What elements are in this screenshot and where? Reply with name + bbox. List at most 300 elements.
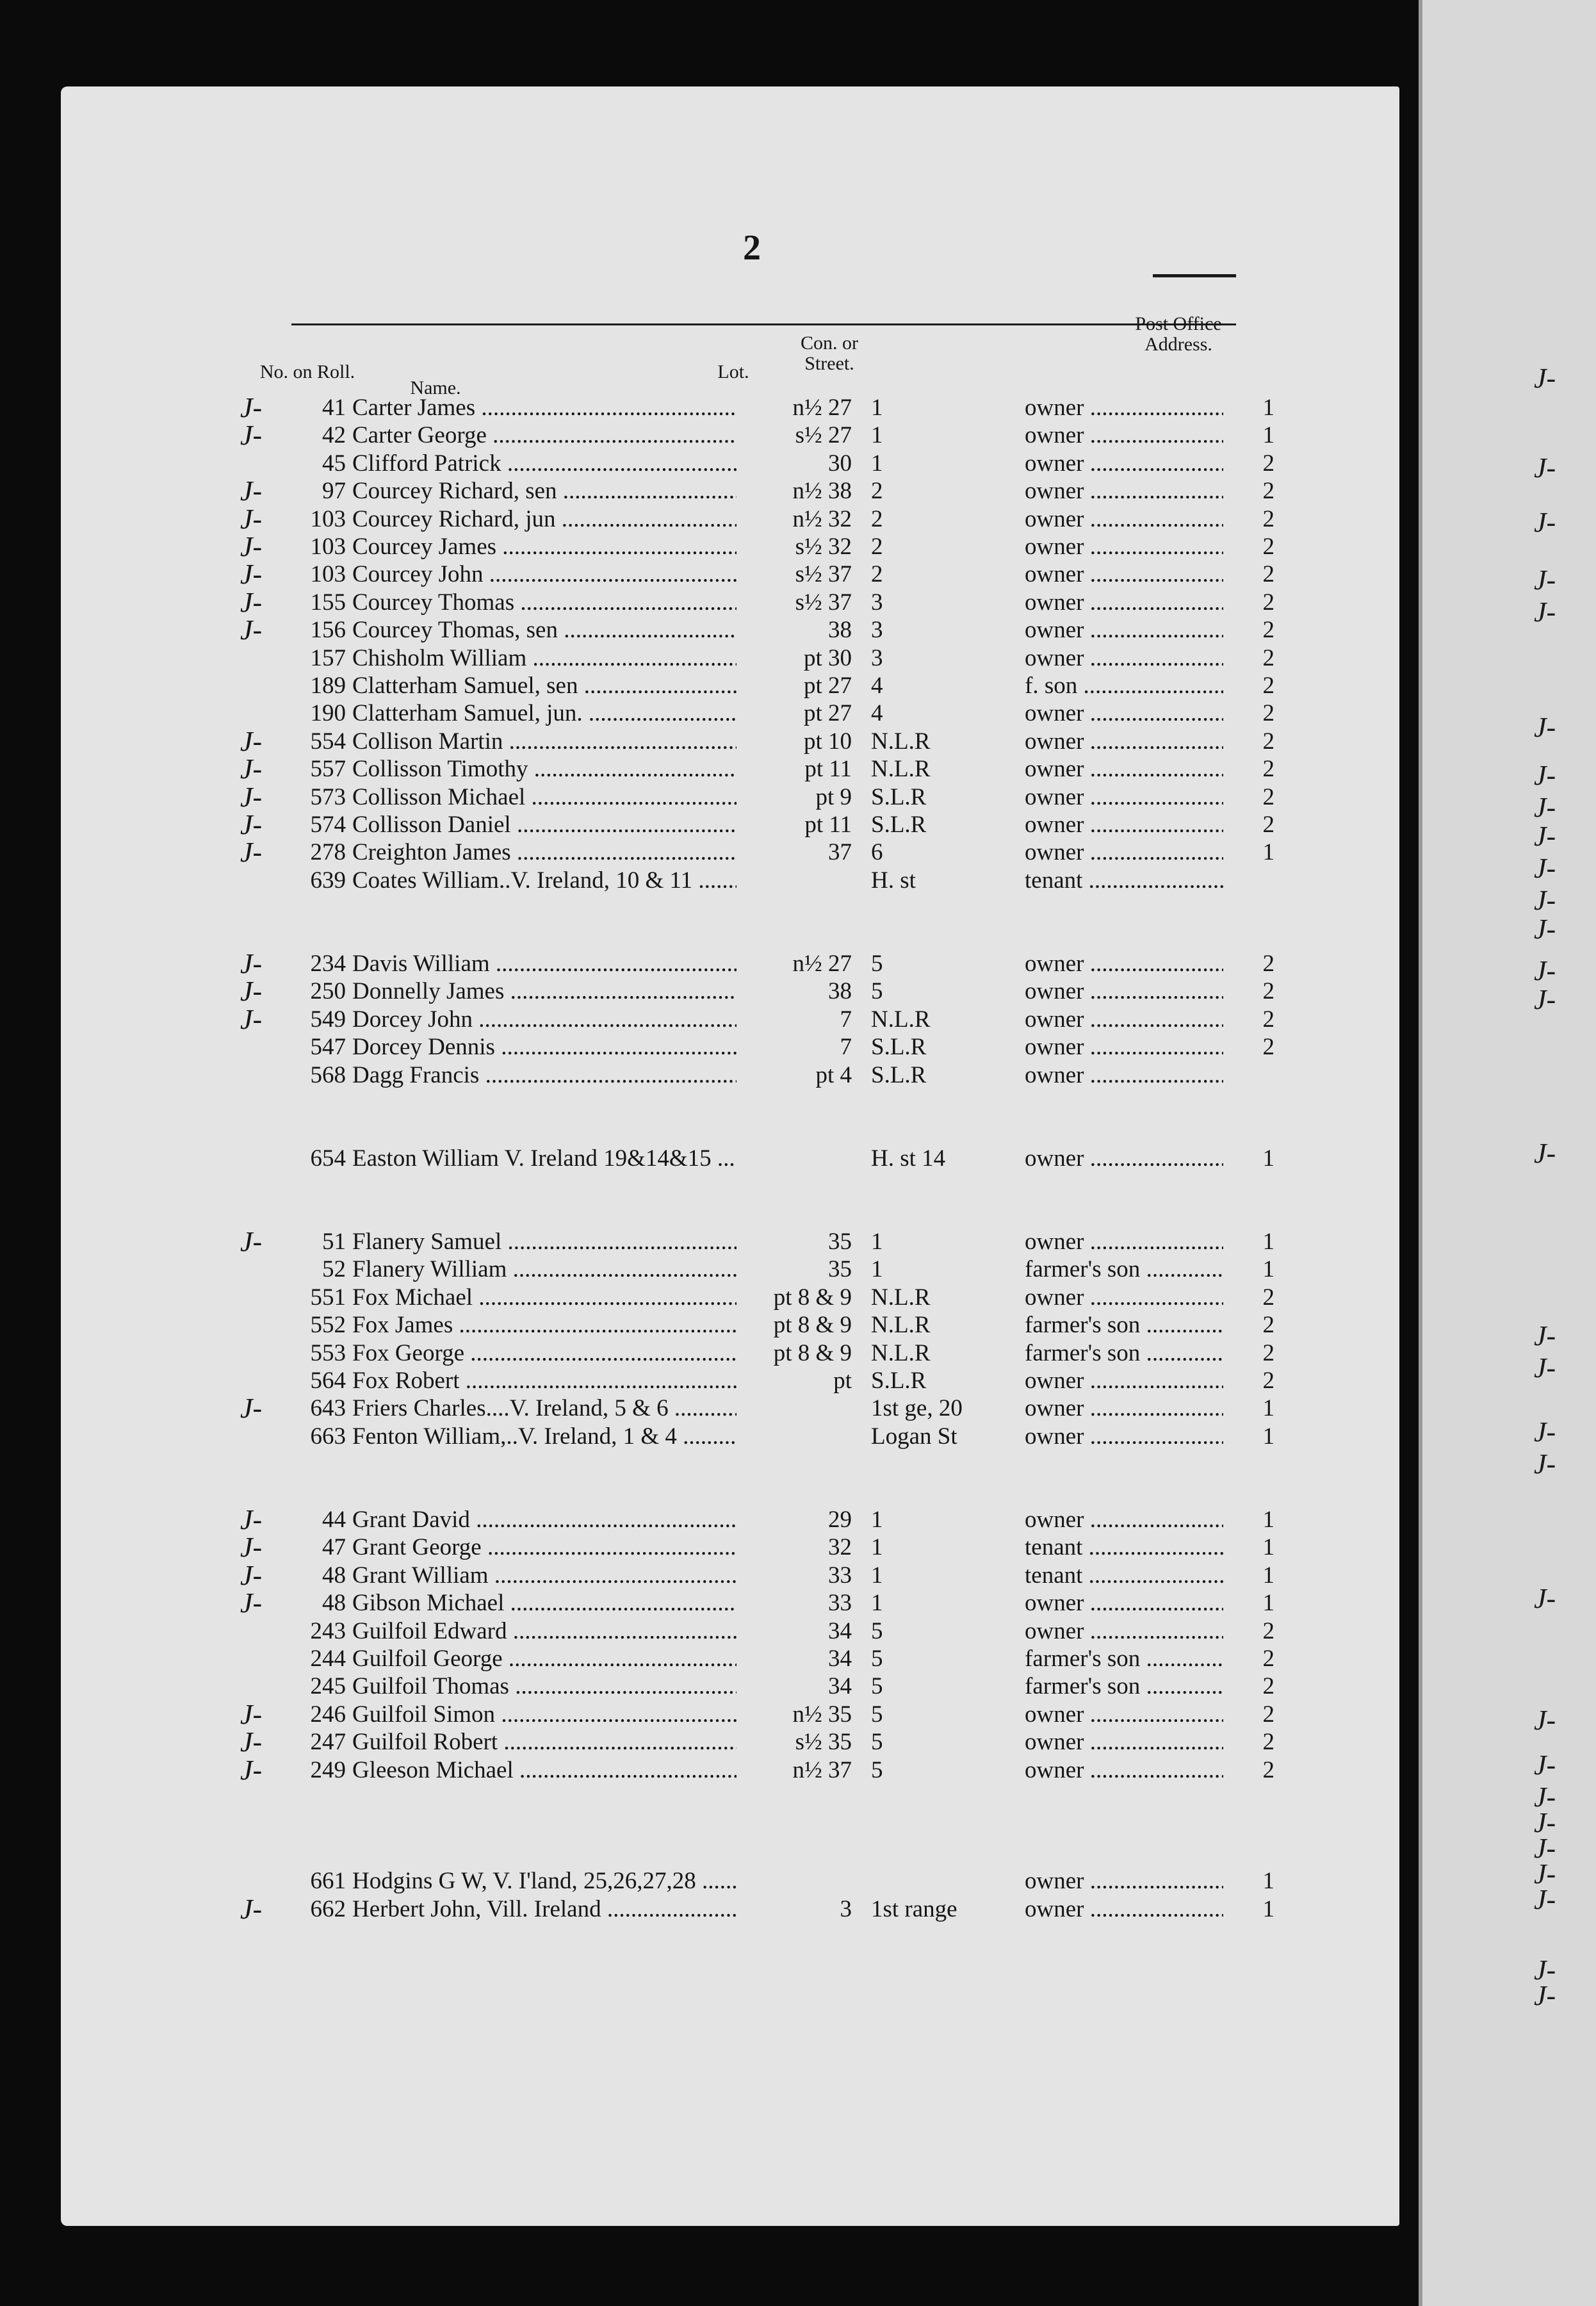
roll-number: 551 xyxy=(310,1284,346,1311)
margin-mark: J- xyxy=(1534,821,1556,852)
header-post-office: Post Office Address. xyxy=(1135,313,1222,355)
concession: 1st ge, 20 xyxy=(871,1395,963,1421)
status: owner ..... xyxy=(1025,477,1223,505)
concession: H. st xyxy=(871,867,916,894)
margin-mark: J- xyxy=(1534,452,1556,484)
check-mark: J- xyxy=(240,1393,263,1424)
table-row xyxy=(0,672,1319,700)
concession: 5 xyxy=(871,1618,883,1644)
concession: 4 xyxy=(871,673,883,699)
lot: pt 9 xyxy=(815,784,852,810)
voter-name: Dorcey Dennis ..... xyxy=(352,1033,737,1061)
status: owner ..... xyxy=(1025,699,1223,728)
check-mark: J- xyxy=(240,1226,263,1257)
lot: 38 xyxy=(828,617,852,643)
roll-number: 42 xyxy=(322,422,346,448)
voter-name: Creighton James ..... xyxy=(352,838,737,867)
post-office: 2 xyxy=(1262,673,1274,699)
margin-mark: J- xyxy=(1534,1416,1556,1448)
status: farmer's son ..... xyxy=(1025,1255,1223,1284)
check-mark: J- xyxy=(240,531,263,562)
roll-number: 155 xyxy=(310,589,346,616)
post-office: 2 xyxy=(1262,756,1274,782)
margin-mark: J- xyxy=(1534,760,1556,791)
status: owner ..... xyxy=(1025,950,1223,978)
roll-number: 52 xyxy=(322,1256,346,1282)
post-office: 1 xyxy=(1262,1229,1274,1255)
margin-mark: J- xyxy=(1534,1320,1556,1352)
check-mark: J- xyxy=(240,1699,263,1730)
roll-number: 554 xyxy=(310,728,346,755)
voter-name: Guilfoil Thomas ..... xyxy=(352,1672,737,1701)
voter-name: Grant David ..... xyxy=(352,1506,737,1534)
post-office: 2 xyxy=(1262,1340,1274,1366)
post-office: 2 xyxy=(1262,1034,1274,1060)
voter-name: Courcey John ..... xyxy=(352,560,737,589)
check-mark: J- xyxy=(240,837,263,868)
roll-number: 97 xyxy=(322,478,346,504)
check-mark: J- xyxy=(240,976,263,1007)
post-office: 1 xyxy=(1262,1256,1274,1282)
roll-number: 662 xyxy=(310,1896,346,1922)
margin-mark: J- xyxy=(1534,1884,1556,1915)
concession: N.L.R xyxy=(871,728,931,755)
voter-name: Chisholm William ..... xyxy=(352,644,737,673)
voter-name: Clifford Patrick ..... xyxy=(352,450,737,478)
lot: pt 11 xyxy=(804,812,852,838)
status: owner ..... xyxy=(1025,560,1223,589)
check-mark: J- xyxy=(240,475,263,507)
voter-name: Carter George ..... xyxy=(352,421,737,450)
status: tenant ..... xyxy=(1025,867,1223,895)
concession: 6 xyxy=(871,839,883,865)
table-row xyxy=(0,755,1319,783)
concession: 5 xyxy=(871,1673,883,1699)
lot: pt 10 xyxy=(803,728,852,755)
lot: n½ 27 xyxy=(792,395,852,421)
voter-name: Guilfoil Simon ..... xyxy=(352,1701,737,1729)
voter-name: Donnelly James ..... xyxy=(352,977,737,1006)
voter-name: Fox Robert ..... xyxy=(352,1367,737,1395)
check-mark: J- xyxy=(240,1560,263,1591)
concession: N.L.R xyxy=(871,756,931,782)
voter-name: Fenton William,..V. Ireland, 1 & 4 ..... xyxy=(352,1423,737,1451)
table-row xyxy=(0,421,1319,450)
table-row xyxy=(0,616,1319,644)
margin-mark: J- xyxy=(1534,1138,1556,1169)
post-office: 2 xyxy=(1262,534,1274,560)
concession: 5 xyxy=(871,978,883,1004)
table-row xyxy=(0,1701,1319,1729)
post-office: 2 xyxy=(1262,589,1274,616)
voter-name: Courcey James ..... xyxy=(352,533,737,561)
check-mark: J- xyxy=(240,948,263,979)
voter-name: Courcey Thomas, sen ..... xyxy=(352,616,737,644)
roll-number: 244 xyxy=(310,1646,346,1672)
post-office: 1 xyxy=(1262,839,1274,865)
post-office: 2 xyxy=(1262,561,1274,587)
header-rule xyxy=(291,323,1236,325)
status: owner ..... xyxy=(1025,1228,1223,1256)
status: owner ..... xyxy=(1025,977,1223,1006)
table-row xyxy=(0,1533,1319,1562)
concession: N.L.R xyxy=(871,1312,931,1338)
roll-number: 643 xyxy=(310,1395,346,1421)
roll-number: 564 xyxy=(310,1368,346,1394)
lot: 7 xyxy=(840,1006,852,1033)
voter-name: Courcey Thomas ..... xyxy=(352,589,737,617)
status: farmer's son ..... xyxy=(1025,1672,1223,1701)
concession: 5 xyxy=(871,1701,883,1728)
roll-number: 103 xyxy=(310,561,346,587)
voter-name: Gibson Michael ..... xyxy=(352,1589,737,1617)
lot: 34 xyxy=(828,1646,852,1672)
margin-mark: J- xyxy=(1534,853,1556,884)
check-mark: J- xyxy=(240,726,263,757)
roll-number: 103 xyxy=(310,534,346,560)
post-office: 2 xyxy=(1262,1646,1274,1672)
lot: pt 11 xyxy=(804,756,852,782)
roll-number: 156 xyxy=(310,617,346,643)
concession: 1st range xyxy=(871,1896,957,1922)
margin-mark: J- xyxy=(1534,792,1556,823)
table-row xyxy=(0,1645,1319,1673)
post-office: 2 xyxy=(1262,784,1274,810)
lot: 3 xyxy=(840,1896,852,1922)
check-mark: J- xyxy=(240,1587,263,1619)
status: owner ..... xyxy=(1025,1756,1223,1785)
check-mark: J- xyxy=(240,1754,263,1786)
status: owner ..... xyxy=(1025,1589,1223,1617)
table-row xyxy=(0,783,1319,812)
lot: 34 xyxy=(828,1673,852,1699)
table-row xyxy=(0,1617,1319,1646)
status: owner ..... xyxy=(1025,1617,1223,1646)
margin-mark: J- xyxy=(1534,955,1556,986)
lot: pt 27 xyxy=(803,700,852,726)
concession: 1 xyxy=(871,1256,883,1282)
voter-name: Courcey Richard, jun ..... xyxy=(352,505,737,534)
roll-number: 243 xyxy=(310,1618,346,1644)
page-number: 2 xyxy=(743,228,761,268)
roll-number: 249 xyxy=(310,1757,346,1783)
status: owner ..... xyxy=(1025,644,1223,673)
post-office: 2 xyxy=(1262,1006,1274,1033)
margin-mark: J- xyxy=(1534,1448,1556,1480)
post-office: 1 xyxy=(1262,1507,1274,1533)
post-office: 2 xyxy=(1262,1368,1274,1394)
voter-name: Friers Charles....V. Ireland, 5 & 6 ..... xyxy=(352,1394,737,1423)
voter-name: Clatterham Samuel, sen ..... xyxy=(352,672,737,700)
voter-name: Collisson Timothy ..... xyxy=(352,755,737,783)
roll-number: 247 xyxy=(310,1729,346,1755)
roll-number: 51 xyxy=(322,1229,346,1255)
roll-number: 44 xyxy=(322,1507,346,1533)
concession: 1 xyxy=(871,395,883,421)
post-office: 2 xyxy=(1262,951,1274,977)
check-mark: J- xyxy=(240,420,263,451)
margin-mark: J- xyxy=(1534,984,1556,1015)
post-office: 2 xyxy=(1262,1673,1274,1699)
concession: H. st 14 xyxy=(871,1145,946,1172)
concession: 4 xyxy=(871,700,883,726)
status: owner ..... xyxy=(1025,1423,1223,1451)
roll-number: 41 xyxy=(322,395,346,421)
margin-mark: J- xyxy=(1534,885,1556,916)
post-office: 1 xyxy=(1262,1562,1274,1589)
concession: S.L.R xyxy=(871,784,927,810)
voter-name: Dorcey John ..... xyxy=(352,1006,737,1034)
voter-name: Collison Martin ..... xyxy=(352,728,737,756)
concession: 2 xyxy=(871,534,883,560)
post-office: 2 xyxy=(1262,478,1274,504)
roll-number: 48 xyxy=(322,1562,346,1589)
roll-number: 557 xyxy=(310,756,346,782)
roll-number: 568 xyxy=(310,1062,346,1088)
voter-name: Herbert John, Vill. Ireland ..... xyxy=(352,1895,737,1924)
post-office: 2 xyxy=(1262,450,1274,477)
roll-number: 552 xyxy=(310,1312,346,1338)
voter-name: Flanery William ..... xyxy=(352,1255,737,1284)
table-row xyxy=(0,838,1319,867)
header-rule-accent xyxy=(1153,274,1236,277)
table-row xyxy=(0,811,1319,839)
concession: 3 xyxy=(871,645,883,671)
status: farmer's son ..... xyxy=(1025,1311,1223,1339)
status: owner ..... xyxy=(1025,1367,1223,1395)
table-row xyxy=(0,1006,1319,1034)
voter-name: Collisson Michael ..... xyxy=(352,783,737,812)
header-name: Name. xyxy=(410,377,461,398)
status: owner ..... xyxy=(1025,394,1223,422)
concession: 5 xyxy=(871,951,883,977)
table-row xyxy=(0,589,1319,617)
concession: S.L.R xyxy=(871,812,927,838)
lot: n½ 37 xyxy=(792,1757,852,1783)
lot: s½ 37 xyxy=(795,589,852,616)
check-mark: J- xyxy=(240,1532,263,1563)
post-office: 1 xyxy=(1262,1896,1274,1922)
post-office: 2 xyxy=(1262,1701,1274,1728)
table-row xyxy=(0,1589,1319,1617)
post-office: 1 xyxy=(1262,1423,1274,1450)
roll-number: 234 xyxy=(310,951,346,977)
lot: pt xyxy=(833,1368,852,1394)
table-row xyxy=(0,699,1319,728)
lot: n½ 35 xyxy=(792,1701,852,1728)
post-office: 2 xyxy=(1262,728,1274,755)
voter-name: Dagg Francis ..... xyxy=(352,1061,737,1090)
status: owner ..... xyxy=(1025,1061,1223,1090)
post-office: 2 xyxy=(1262,1312,1274,1338)
concession: S.L.R xyxy=(871,1034,927,1060)
check-mark: J- xyxy=(240,1504,263,1535)
header-no-on-roll: No. on Roll. xyxy=(259,361,355,382)
concession: Logan St xyxy=(871,1423,957,1450)
post-office: 2 xyxy=(1262,1618,1274,1644)
voter-name: Flanery Samuel ..... xyxy=(352,1228,737,1256)
voter-name: Grant George ..... xyxy=(352,1533,737,1562)
post-office: 1 xyxy=(1262,1868,1274,1894)
concession: 1 xyxy=(871,1507,883,1533)
concession: 1 xyxy=(871,1562,883,1589)
table-row xyxy=(0,950,1319,978)
voter-name: Guilfoil George ..... xyxy=(352,1645,737,1673)
roll-number: 190 xyxy=(310,700,346,726)
table-row xyxy=(0,1756,1319,1785)
lot: n½ 27 xyxy=(792,951,852,977)
lot: 37 xyxy=(828,839,852,865)
post-office: 2 xyxy=(1262,978,1274,1004)
table-row xyxy=(0,1895,1319,1924)
table-row xyxy=(0,560,1319,589)
roll-number: 574 xyxy=(310,812,346,838)
concession: 5 xyxy=(871,1646,883,1672)
voter-name: Grant William ..... xyxy=(352,1562,737,1590)
roll-number: 654 xyxy=(310,1145,346,1172)
table-row xyxy=(0,728,1319,756)
lot: s½ 35 xyxy=(795,1729,852,1755)
status: owner ..... xyxy=(1025,1506,1223,1534)
concession: S.L.R xyxy=(871,1368,927,1394)
lot: pt 27 xyxy=(803,673,852,699)
voter-name: Davis William ..... xyxy=(352,950,737,978)
status: owner ..... xyxy=(1025,783,1223,812)
table-row xyxy=(0,1145,1319,1173)
lot: pt 30 xyxy=(803,645,852,671)
table-row xyxy=(0,1672,1319,1701)
voter-name: Collisson Daniel ..... xyxy=(352,811,737,839)
check-mark: J- xyxy=(240,392,263,423)
post-office: 1 xyxy=(1262,395,1274,421)
post-office: 2 xyxy=(1262,645,1274,671)
post-office: 1 xyxy=(1262,422,1274,448)
lot: 30 xyxy=(828,450,852,477)
status: farmer's son ..... xyxy=(1025,1339,1223,1368)
concession: 1 xyxy=(871,1229,883,1255)
table-row xyxy=(0,1867,1319,1895)
roll-number: 47 xyxy=(322,1534,346,1560)
roll-number: 661 xyxy=(310,1868,346,1894)
post-office: 1 xyxy=(1262,1395,1274,1421)
lot: 29 xyxy=(828,1507,852,1533)
voter-name: Coates William..V. Ireland, 10 & 11 ..... xyxy=(352,867,737,895)
margin-mark: J- xyxy=(1534,1781,1556,1813)
margin-mark: J- xyxy=(1534,1980,1556,2011)
post-office: 1 xyxy=(1262,1590,1274,1616)
lot: 32 xyxy=(828,1534,852,1560)
table-row xyxy=(0,1311,1319,1339)
check-mark: J- xyxy=(240,753,263,785)
lot: 33 xyxy=(828,1590,852,1616)
lot: n½ 38 xyxy=(792,478,852,504)
margin-mark: J- xyxy=(1534,712,1556,743)
table-row xyxy=(0,1284,1319,1312)
voter-name: Courcey Richard, sen ..... xyxy=(352,477,737,505)
lot: s½ 37 xyxy=(795,561,852,587)
status: owner ..... xyxy=(1025,728,1223,756)
table-row xyxy=(0,1033,1319,1061)
check-mark: J- xyxy=(240,587,263,618)
status: owner ..... xyxy=(1025,755,1223,783)
voter-name: Gleeson Michael ..... xyxy=(352,1756,737,1785)
post-office: 2 xyxy=(1262,1284,1274,1311)
check-mark: J- xyxy=(240,614,263,646)
status: owner ..... xyxy=(1025,1895,1223,1924)
check-mark: J- xyxy=(240,503,263,535)
voter-name: Hodgins G W, V. I'land, 25,26,27,28 ..... xyxy=(352,1867,737,1895)
status: owner ..... xyxy=(1025,450,1223,478)
concession: 1 xyxy=(871,1534,883,1560)
table-row xyxy=(0,977,1319,1006)
header-lot: Lot. xyxy=(717,361,749,382)
concession: N.L.R xyxy=(871,1006,931,1033)
lot: 38 xyxy=(828,978,852,1004)
check-mark: J- xyxy=(240,1004,263,1035)
status: owner ..... xyxy=(1025,1145,1223,1173)
margin-mark: J- xyxy=(1534,1807,1556,1838)
voter-name: Fox George ..... xyxy=(352,1339,737,1368)
margin-mark: J- xyxy=(1534,1705,1556,1736)
table-row xyxy=(0,1506,1319,1534)
margin-mark: J- xyxy=(1534,363,1556,394)
status: tenant ..... xyxy=(1025,1533,1223,1562)
roll-number: 250 xyxy=(310,978,346,1004)
voter-name: Carter James ..... xyxy=(352,394,737,422)
margin-mark: J- xyxy=(1534,596,1556,628)
margin-mark: J- xyxy=(1534,1858,1556,1890)
table-row xyxy=(0,533,1319,561)
post-office: 2 xyxy=(1262,700,1274,726)
roll-number: 246 xyxy=(310,1701,346,1728)
margin-mark: J- xyxy=(1534,1833,1556,1864)
concession: 2 xyxy=(871,561,883,587)
lot: 35 xyxy=(828,1229,852,1255)
header-con-street: Con. or Street. xyxy=(801,332,858,374)
margin-mark: J- xyxy=(1534,1352,1556,1384)
roll-number: 45 xyxy=(322,450,346,477)
voter-name: Guilfoil Edward ..... xyxy=(352,1617,737,1646)
concession: 2 xyxy=(871,506,883,532)
table-row xyxy=(0,1728,1319,1756)
status: tenant ..... xyxy=(1025,1562,1223,1590)
table-row xyxy=(0,1339,1319,1368)
margin-mark: J- xyxy=(1534,1583,1556,1614)
status: farmer's son ..... xyxy=(1025,1645,1223,1673)
status: owner ..... xyxy=(1025,505,1223,534)
voter-name: Fox Michael ..... xyxy=(352,1284,737,1312)
table-row xyxy=(0,1423,1319,1451)
status: owner ..... xyxy=(1025,1394,1223,1423)
roll-number: 549 xyxy=(310,1006,346,1033)
lot: s½ 27 xyxy=(795,422,852,448)
lot: s½ 32 xyxy=(795,534,852,560)
post-office: 2 xyxy=(1262,1729,1274,1755)
adjacent-page-edge xyxy=(1419,0,1596,2306)
margin-mark: J- xyxy=(1534,913,1556,945)
lot: pt 8 & 9 xyxy=(773,1284,852,1311)
lot: pt 4 xyxy=(815,1062,852,1088)
status: owner ..... xyxy=(1025,533,1223,561)
lot: pt 8 & 9 xyxy=(773,1340,852,1366)
roll-number: 553 xyxy=(310,1340,346,1366)
check-mark: J- xyxy=(240,809,263,840)
post-office: 1 xyxy=(1262,1534,1274,1560)
concession: N.L.R xyxy=(871,1340,931,1366)
roll-number: 245 xyxy=(310,1673,346,1699)
check-mark: J- xyxy=(240,781,263,813)
post-office: 2 xyxy=(1262,506,1274,532)
